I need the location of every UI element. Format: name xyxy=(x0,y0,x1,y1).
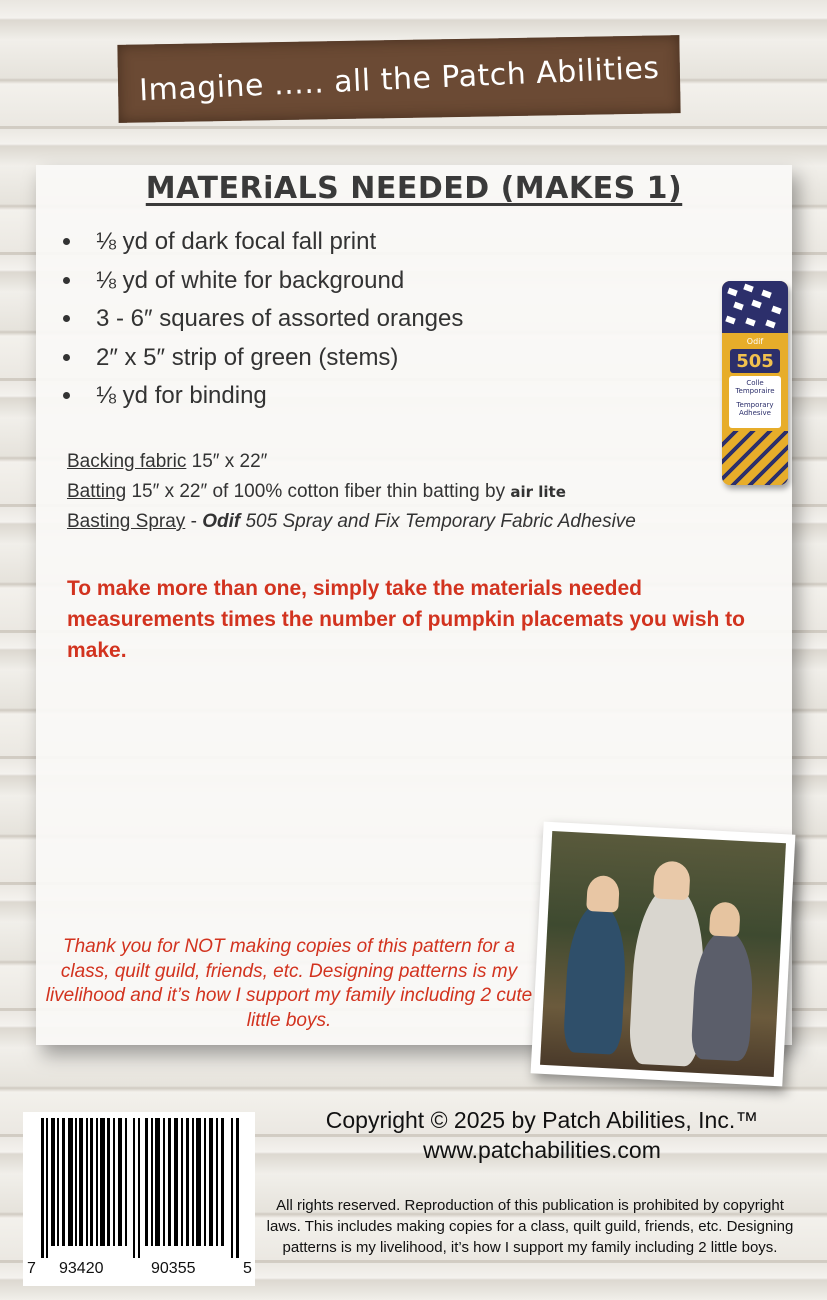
rights-text: All rights reserved. Reproduction of this publication is prohibited by copyright laws. This includes making copies for a class, quilt guild, friends, etc. Designing patterns is my livelihood, it’s how I support my family including 2 little boys. xyxy=(266,1197,794,1256)
barcode-digit-last: 5 xyxy=(243,1260,252,1277)
spray-dash: - xyxy=(190,511,197,532)
batting-value: 15″ x 22″ of 100% cotton fiber thin batting by xyxy=(131,481,506,502)
can-number: 505 xyxy=(730,349,780,373)
list-item: • ⅛ yd of white for background xyxy=(84,262,463,301)
adhesive-spray-can-image xyxy=(722,281,788,485)
fabric-specs xyxy=(67,447,636,537)
list-item: • ⅛ yd for binding xyxy=(84,377,463,416)
spray-line xyxy=(67,507,636,537)
barcode-digit-1: 7 xyxy=(27,1260,36,1277)
can-brand: Odif xyxy=(746,337,764,346)
photo-image xyxy=(540,831,786,1077)
barcode-bars xyxy=(41,1118,241,1258)
list-item: • 2″ x 5″ strip of green (stems) xyxy=(84,339,463,378)
batting-label: Batting xyxy=(67,481,127,502)
backing-value: 15″ x 22″ xyxy=(191,451,268,472)
banner-text: Imagine ..... all the Patch Abilities xyxy=(138,50,660,108)
spray-label: Basting Spray xyxy=(67,511,186,532)
thank-you-note: Thank you for NOT making copies of this pattern for a class, quilt guild, friends, etc. Designing patterns is my livelihood and it’s how I support my family including 2 cute little boys. xyxy=(45,936,533,1031)
batting-brand: air lite xyxy=(510,483,566,501)
website-link[interactable]: www.patchabilities.com xyxy=(423,1137,661,1163)
copyright-text: Copyright © 2025 by Patch Abilities, Inc.™ xyxy=(325,1107,759,1133)
batting-line xyxy=(67,477,636,507)
header-banner xyxy=(117,35,680,123)
backing-line xyxy=(67,447,636,477)
backing-label: Backing fabric xyxy=(67,451,187,472)
spray-brand: Odif xyxy=(202,511,241,532)
barcode-digit-group-1: 93420 xyxy=(59,1260,104,1277)
copyright-block xyxy=(272,1105,812,1165)
list-item: • 3 - 6″ squares of assorted oranges xyxy=(84,300,463,339)
can-en-label: Temporary Adhesive xyxy=(736,401,774,417)
can-label-panel xyxy=(729,376,781,428)
can-fr-label: Colle Temporaire xyxy=(735,379,775,395)
barcode xyxy=(23,1112,255,1286)
materials-list xyxy=(44,223,463,416)
barcode-digit-group-2: 90355 xyxy=(151,1260,196,1277)
family-photo xyxy=(531,822,796,1087)
barcode-digits xyxy=(23,1260,255,1282)
can-bottom-pattern xyxy=(722,431,788,485)
list-item: • ⅛ yd of dark focal fall print xyxy=(84,223,463,262)
materials-title: MATERiALS NEEDED (MAKES 1) xyxy=(145,171,683,206)
can-top-pattern xyxy=(722,281,788,333)
multiple-note: To make more than one, simply take the materials needed measurements times the number of pumpkin placemats you wish to make. xyxy=(67,577,745,662)
spray-value: 505 Spray and Fix Temporary Fabric Adhesive xyxy=(245,511,636,532)
